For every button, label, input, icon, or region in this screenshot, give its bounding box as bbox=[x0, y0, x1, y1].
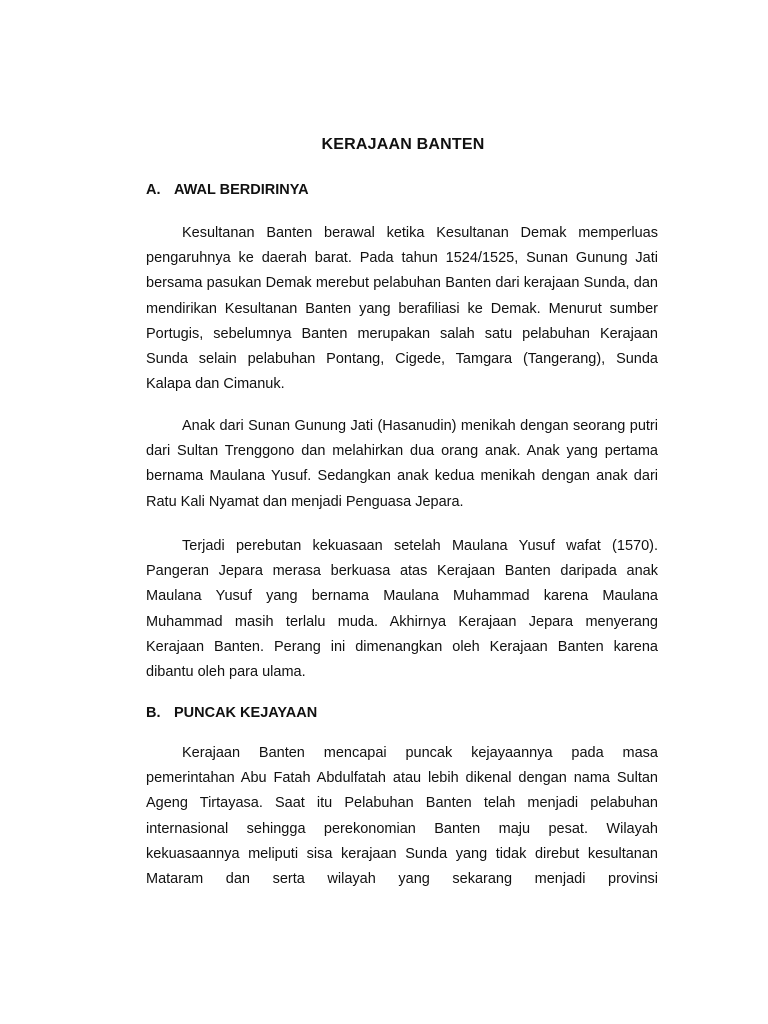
section-heading-awal-berdirinya bbox=[146, 182, 309, 198]
section-letter: A. bbox=[146, 182, 161, 198]
section-heading-text: PUNCAK KEJAYAAN bbox=[174, 705, 318, 721]
section-letter: B. bbox=[146, 705, 161, 721]
section-heading-text: AWAL BERDIRINYA bbox=[174, 182, 309, 198]
section-heading-puncak-kejayaan bbox=[146, 705, 317, 721]
paragraph: Kesultanan Banten berawal ketika Kesultanan Demak memperluas pengaruhnya ke daerah barat. Pada tahun 1524/1525, Sunan Gunung Jati bersama pasukan Demak merebut pelabuhan Banten dari kerajaan Sunda, dan mendirikan Kesultanan Banten yang berafiliasi ke Demak. Menurut sumber Portugis, sebelumnya Banten merupakan salah satu pelabuhan Kerajaan Sunda selain pelabuhan Pontang, Cigede, Tamgara (Tangerang), Sunda Kalapa dan Cimanuk. bbox=[146, 225, 658, 393]
paragraph: Anak dari Sunan Gunung Jati (Hasanudin) menikah dengan seorang putri dari Sultan Trenggono dan melahirkan dua orang anak. Anak yang pertama bernama Maulana Yusuf. Sedangkan anak kedua menikah dengan anak dari Ratu Kali Nyamat dan menjadi Penguasa Jepara. bbox=[146, 418, 658, 510]
paragraph: Terjadi perebutan kekuasaan setelah Maulana Yusuf wafat (1570). Pangeran Jepara merasa berkuasa atas Kerajaan Banten daripada anak Maulana Yusuf yang bernama Maulana Muhammad karena Maulana Muhammad masih terlalu muda. Akhirnya Kerajaan Jepara menyerang Kerajaan Banten. Perang ini dimenangkan oleh Kerajaan Banten karena dibantu oleh para ulama. bbox=[146, 538, 658, 681]
paragraph: Kerajaan Banten mencapai puncak kejayaannya pada masa pemerintahan Abu Fatah Abdulfatah atau lebih dikenal dengan nama Sultan Ageng Tirtayasa. Saat itu Pelabuhan Banten telah menjadi pelabuhan internasional sehingga perekonomian Banten maju pesat. Wilayah kekuasaannya meliputi sisa kerajaan Sunda yang tidak direbut kesultanan Mataram dan serta wilayah yang sekarang menjadi provinsi bbox=[146, 745, 658, 888]
page-title: KERAJAAN BANTEN bbox=[321, 136, 485, 153]
